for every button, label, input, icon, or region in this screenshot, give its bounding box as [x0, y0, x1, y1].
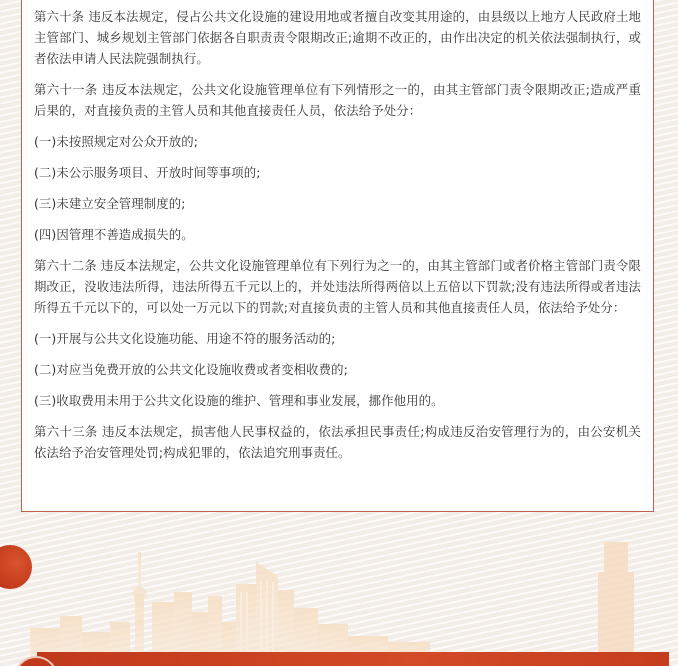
article-63: 第六十三条 违反本法规定，损害他人民事权益的，依法承担民事责任;构成违反治安管理行为的，由公安机关依法给予治安管理处罚;构成犯罪的，依法追究刑事责任。 — [34, 424, 641, 460]
tower-illustration — [596, 542, 636, 666]
article-60: 第六十条 违反本法规定，侵占公共文化设施的建设用地或者擅自改变其用途的，由县级以上地方人民政府土地主管部门、城乡规划主管部门依据各自职责责令限期改正;逾期不改正的，由作出决定的机关依法强制执行，或者依法申请人民法院强制执行。 — [34, 9, 641, 66]
article-61-item-3: (三)未建立安全管理制度的; — [34, 196, 186, 211]
article-62-item-2: (二)对应当免费开放的公共文化设施收费或者变相收费的; — [34, 362, 348, 377]
article-61: 第六十一条 违反本法规定，公共文化设施管理单位有下列情形之一的，由其主管部门责令限期改正;造成严重后果的，对直接负责的主管人员和其他直接责任人员，依法给予处分： — [34, 82, 641, 118]
article-61-item-2: (二)未公示服务项目、开放时间等事项的; — [34, 165, 261, 180]
section-header-bar — [37, 652, 669, 666]
city-skyline-illustration — [30, 532, 430, 666]
article-content — [21, 0, 654, 512]
decorative-footer — [0, 512, 678, 666]
article-61-item-4: (四)因管理不善造成损失的。 — [34, 227, 194, 242]
red-circle-decoration — [0, 545, 32, 589]
article-62: 第六十二条 违反本法规定，公共文化设施管理单位有下列行为之一的，由其主管部门或者价格主管部门责令限期改正，没收违法所得，违法所得五千元以上的，并处违法所得两倍以上五倍以下罚款;没有违法所得或者违法所得五千元以下的，可以处一万元以下的罚款;对直接负责的主管人员和其他直接责任人员，依法给予处分： — [34, 258, 641, 315]
article-61-item-1: (一)未按照规定对公众开放的; — [34, 134, 199, 149]
article-62-item-3: (三)收取费用未用于公共文化设施的维护、管理和事业发展，挪作他用的。 — [34, 393, 444, 408]
article-62-item-1: (一)开展与公共文化设施功能、用途不符的服务活动的; — [34, 331, 336, 346]
